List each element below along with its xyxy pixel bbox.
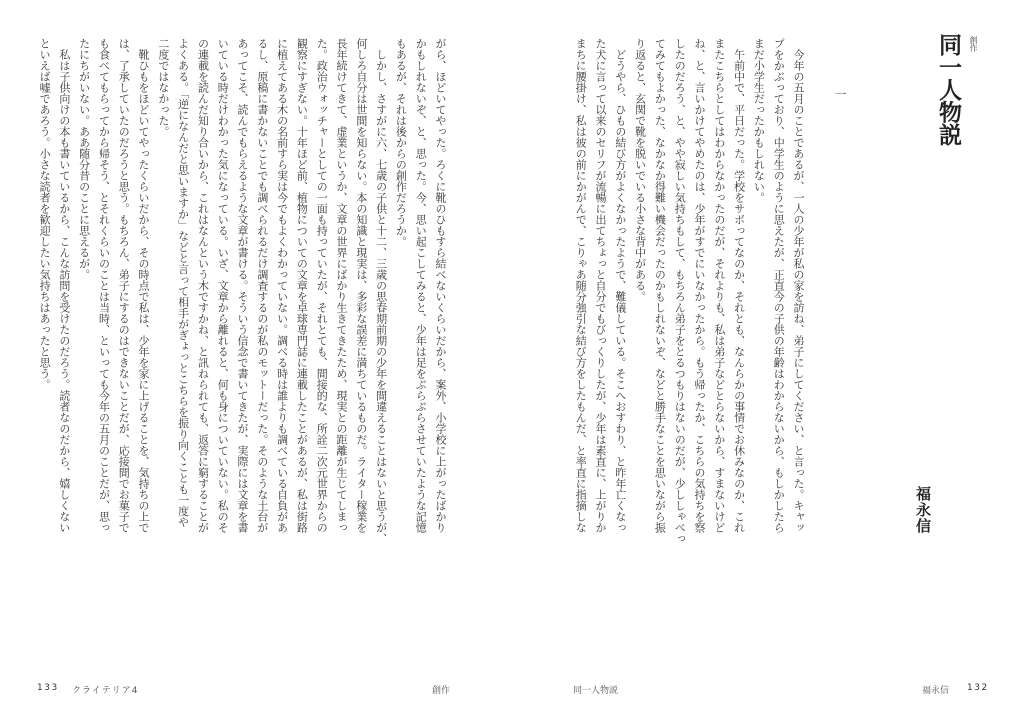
text-line: よくある。「逆になんだと思いますか」などと言って相手がぎょっとこちらを振り向くことも一度や — [176, 38, 190, 528]
author-name: 福永信 — [914, 486, 932, 534]
text-line: いている時だけわかった気になっている。いざ、文章から離れると、何も身についていない。私のそ — [216, 38, 230, 533]
left-page-number: 133 — [37, 683, 59, 693]
text-line: かもしれないぞ、と、思った。今、思い起こしてみると、少年は足をぶらぶらさせていたような記憶 — [414, 38, 428, 533]
text-line: に植えてある木の名前すら実は今でもよくわかっていない。調べる時は誰よりも調べている自負があ — [275, 38, 289, 533]
right-page-body — [570, 38, 808, 544]
text-line: がら、ほどいてやった。ろくに靴のひもすら結べないくらいだから、案外、小学校に上がったばかり — [434, 38, 447, 533]
left-page-body — [34, 38, 450, 544]
text-line: まだ小学生だったかもしれない。 — [752, 38, 766, 203]
text-line: もあるが、それは後からの創作だろうか。 — [394, 38, 408, 247]
text-line: しかし、さすがに六、七歳の子供と十二、三歳の思春期前期の少年を間違えることはないと思うが、 — [374, 49, 388, 544]
text-line: 長年続けてきて、虚業というか、文章の世界にばかり生きてきたため、現実との距離が生じてしまっ — [335, 38, 349, 533]
text-line: 二度ではなかった。 — [156, 38, 170, 137]
footer-author: 福永信 — [922, 686, 950, 696]
footer-genre: 創作 — [432, 686, 451, 696]
text-line: またこちらとしてはわからなかったのだが、それよりも、私は弟子などとらないから、すまないけど — [712, 38, 726, 533]
text-line: 午前中で、平日だった。学校をサボってなのか、それとも、なんらかの事情でお休みなのか、これ — [732, 49, 746, 533]
text-line: どうやら、ひもの結び方がよくなかったようで、難儀している。そこへおすわり、と昨年亡くなっ — [613, 49, 627, 533]
text-line: したのだろう、と、やや寂しい気持ちもして、もちろん弟子をとるつもりはないのだが、少ししゃべっ — [673, 38, 687, 544]
text-line: プをかぶっており、中学生のように思えたが、正直今の子供の年齢はわからないから、もしかしたら — [772, 38, 786, 533]
section-number: 一 — [833, 88, 847, 100]
text-line: ね、と、言いかけてやめたのは、少年がすでにいなかったから。もう帰ったか、こちらの気持ちを察 — [693, 38, 707, 533]
text-line: 観察にすぎない。十年ほど前、植物についての文章を卓球専門誌に連載したことがあるが、私は街路 — [295, 38, 309, 533]
text-line: 私は子供向けの本も書いているから、こんな訪問を受けたのだろう。読者なのだから、嬉しくない — [57, 49, 71, 533]
footer-magazine: クライテリア4 — [72, 686, 139, 696]
text-line: るし、原稿に書かないことでも調べられるだけ調査するのが私のモットーだった。そのような土台が — [255, 38, 269, 533]
text-line: 何しろ自分は世間を知らない。本の知識と現実は、多彩な誤差に満ちているものだ。ライター稼業を — [354, 38, 368, 533]
text-line: た犬に言って以来のセリフが流暢に出てちょっと自分でもびっくりしたが、少年は素直に、上がりか — [594, 38, 608, 533]
text-line: といえば嘘であろう。小さな読者を歓迎したい気持ちはあったと思う。 — [38, 38, 52, 390]
genre-label: 創作 — [969, 36, 978, 52]
text-line: 今年の五月のことであるが、一人の少年が私の家を訪ね、弟子にしてください、と言った。キャッ — [792, 49, 805, 533]
text-line: も食べてもらってから帰そう、とそれくらいのことは当時、といっても今年の五月のことだが、思っ — [97, 38, 111, 533]
story-title: 同一人物説 — [935, 33, 961, 146]
text-line: たにちがいない。ああ随分昔のことに思えるが。 — [77, 38, 91, 280]
text-line: 靴ひもをほどいてやったくらいだから、その時点で私は、少年を家に上げることを、気持ちの上で — [137, 49, 151, 533]
footer-title: 同一人物説 — [573, 686, 619, 696]
text-line: あってこそ、読んでもらえるような文章が書ける。そういう信念で書いてきたが、実際には文章を書 — [236, 38, 250, 533]
text-line: は、了承していたのだろうと思う。もちろん、弟子にするのはできないことだが、応接間でお菓子で — [117, 38, 131, 533]
text-line: まちに腰掛け、私は彼の前にかがんで、こりゃあ随分強引な結び方をしたもんだ、と率直に指摘しな — [574, 38, 588, 533]
text-line: てみてもよかった、なかなか得難い機会だったのかもしれないぞ、などと勝手なことを思いながら振 — [653, 38, 667, 533]
right-page-number: 132 — [967, 683, 989, 693]
text-line: の連載を読んだ知り合いから、これはなんという木ですかね、と訊ねられても、返答に窮することが — [196, 38, 210, 533]
text-line: り返ると、玄関で靴を脱いでいる小さな背中がある。 — [633, 38, 647, 302]
text-line: た。政治ウォッチャーとしての一面も持っていたが、それとても、間接的な、所詮二次元世界からの — [315, 38, 329, 533]
